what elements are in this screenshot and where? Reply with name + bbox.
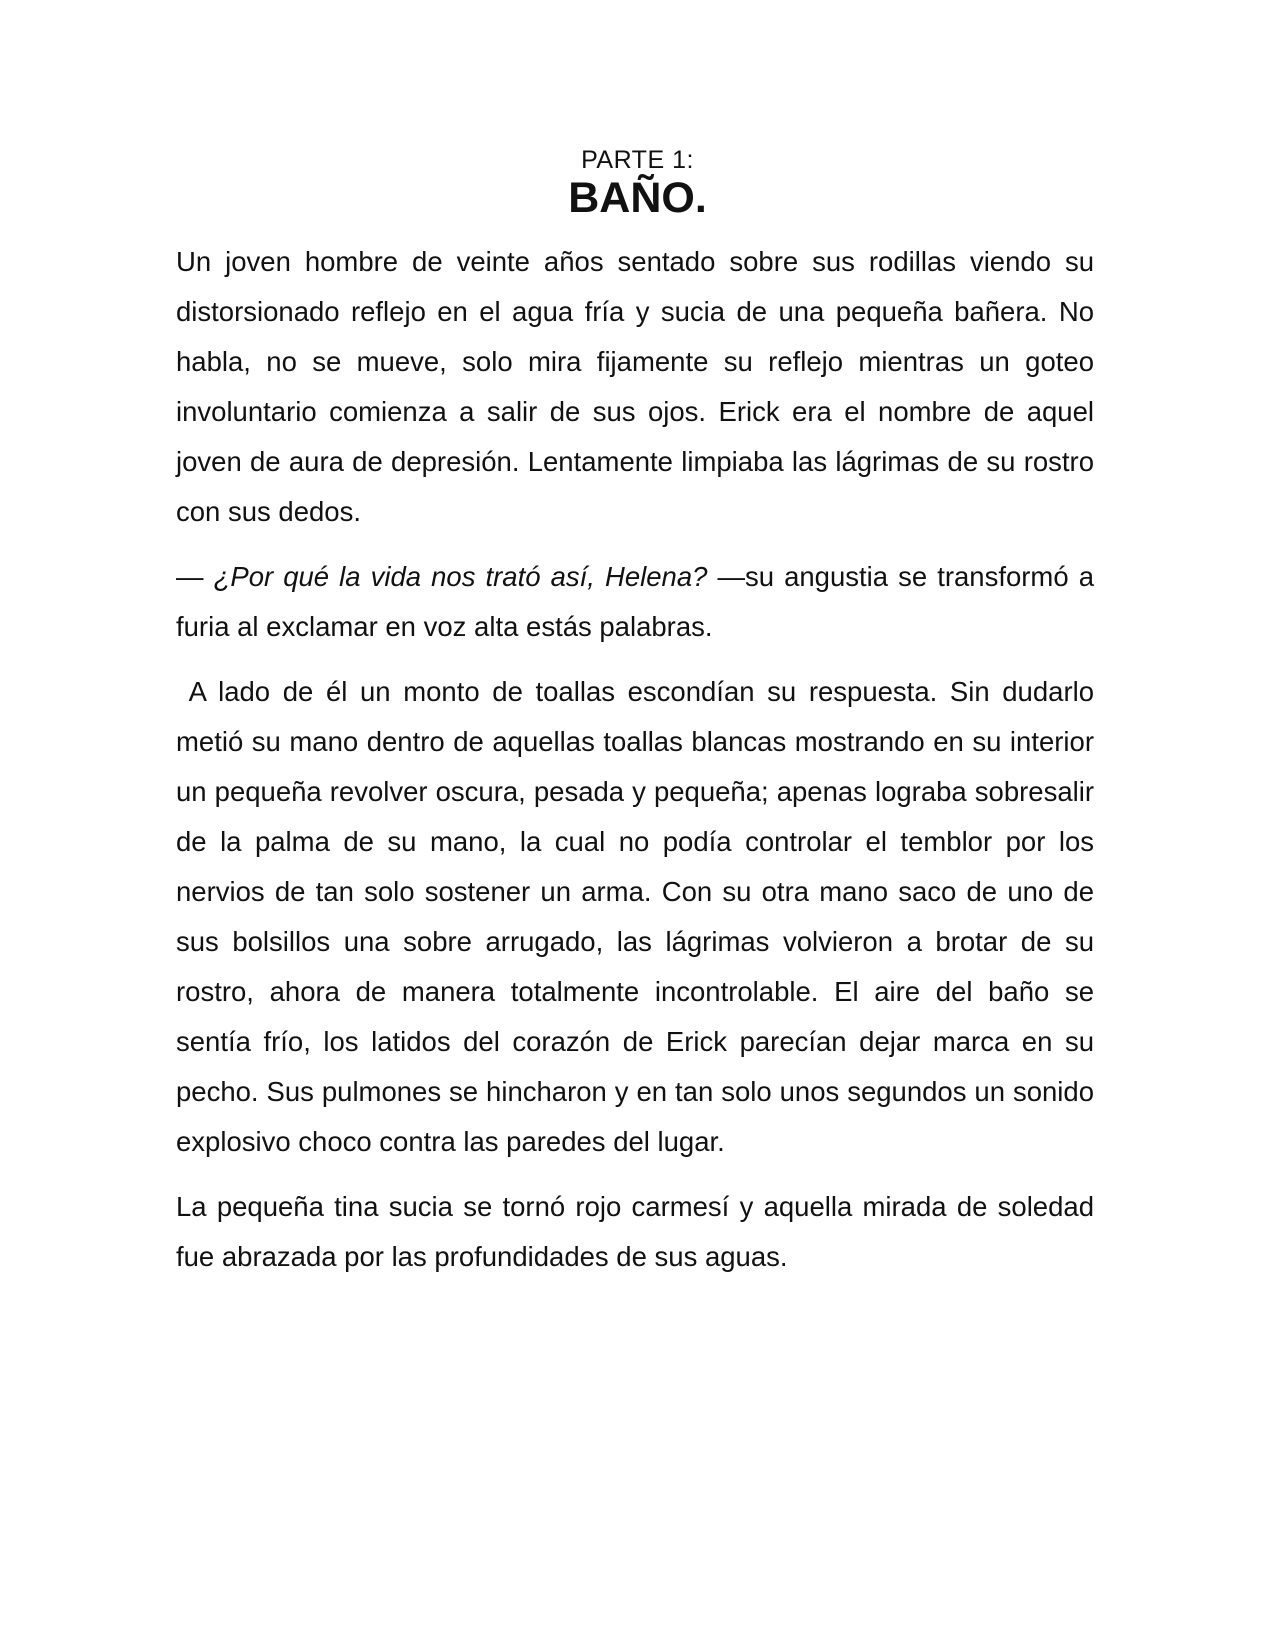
dialogue-narration: —su angustia se transformó a furia al exclamar en voz alta estás palabras. — [176, 561, 1094, 642]
part-label: PARTE 1: — [581, 146, 694, 174]
chapter-title: BAÑO. — [568, 174, 707, 222]
dialogue-quote: ¿Por qué la vida nos trató así, Helena? — [213, 561, 708, 592]
paragraph-3: A lado de él un monto de toallas escondían su respuesta. Sin dudarlo metió su mano dentro de aquellas toallas blancas mostrando en su interior un pequeña revolver oscura, pesada y pequeña; apenas lograba sobresalir de la palma de su mano, la cual no podía controlar el temblor por los nervios de tan solo sostener un arma. Con su otra mano saco de uno de sus bolsillos una sobre arrugado, las lágrimas volvieron a brotar de su rostro, ahora de manera totalmente incontrolable. El aire del baño se sentía frío, los latidos del corazón de Erick parecían dejar marca en su pecho. Sus pulmones se hincharon y en tan solo unos segundos un sonido explosivo choco contra las paredes del lugar. — [176, 676, 1102, 1157]
dialogue-dash: — — [176, 561, 214, 592]
chapter-body — [176, 237, 1102, 1297]
paragraph-4: La pequeña tina sucia se tornó rojo carmesí y aquella mirada de soledad fue abrazada por las profundidades de sus aguas. — [176, 1191, 1094, 1272]
paragraph-2-dialogue — [176, 552, 1094, 652]
paragraph-1: Un joven hombre de veinte años sentado sobre sus rodillas viendo su distorsionado reflejo en el agua fría y sucia de una pequeña bañera. No habla, no se mueve, solo mira fijamente su reflejo mientras un goteo involuntario comienza a salir de sus ojos. Erick era el nombre de aquel joven de aura de depresión. Lentamente limpiaba las lágrimas de su rostro con sus dedos. — [176, 246, 1094, 527]
